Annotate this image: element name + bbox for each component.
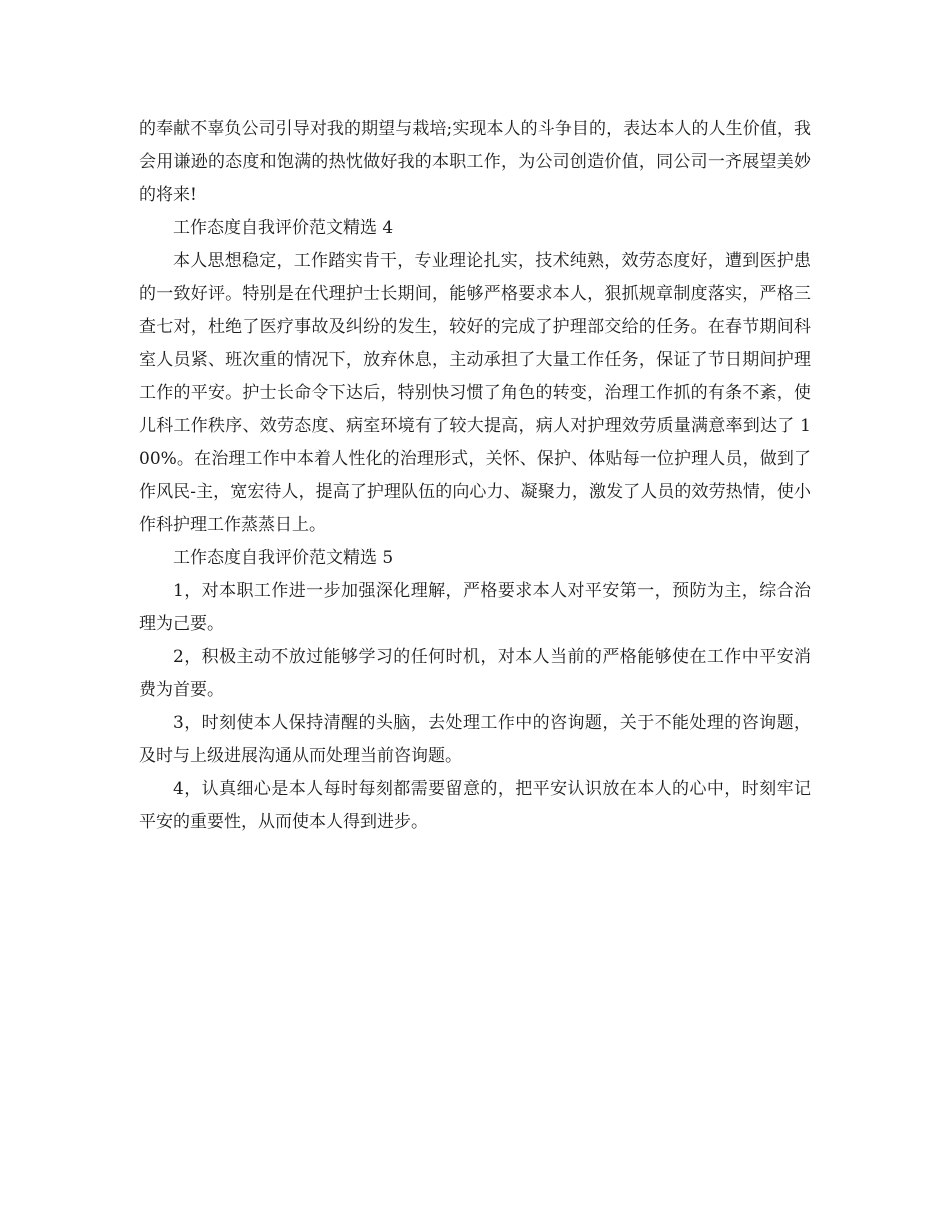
list-item-3: 3，时刻使本人保持清醒的头脑，去处理工作中的咨询题，关于不能处理的咨询题，及时与上级进展沟通从而处理当前咨询题。 <box>139 713 811 766</box>
paragraph-section-4-body: 本人思想稳定，工作踏实肯干，专业理论扎实，技术纯熟，效劳态度好，遭到医护患的一致好评。特别是在代理护士长期间，能够严格要求本人，狠抓规章制度落实，严格三查七对，杜绝了医疗事故及纠纷的发生，较好的完成了护理部交给的任务。在春节期间科室人员紧、班次重的情况下，放弃休息，主动承担了大量工作任务，保证了节日期间护理工作的平安。护士长命令下达后，特别快习惯了角色的转变，治理工作抓的有条不紊，使儿科工作秩序、效劳态度、病室环境有了较大提高，病人对护理效劳质量满意率到达了 100%。在治理工作中本着人性化的治理形式，关怀、保护、体贴每一位护理人员，做到了作风民-主，宽宏待人，提高了护理队伍的向心力、凝聚力，激发了人员的效劳热情，使小作科护理工作蒸蒸日上。 <box>139 251 811 535</box>
document-page <box>139 113 811 839</box>
list-item-2: 2，积极主动不放过能够学习的任何时机，对本人当前的严格能够使在工作中平安消费为首要。 <box>139 647 811 700</box>
list-item-4: 4，认真细心是本人每时每刻都需要留意的，把平安认识放在本人的心中，时刻牢记平安的重要性，从而使本人得到进步。 <box>139 779 811 832</box>
section-heading-5: 工作态度自我评价范文精选 5 <box>173 548 394 568</box>
paragraph-continuation: 的奉献不辜负公司引导对我的期望与栽培;实现本人的斗争目的，表达本人的人生价值，我会用谦逊的态度和饱满的热忱做好我的本职工作，为公司创造价值，同公司一齐展望美妙的将来! <box>139 119 811 205</box>
list-item-1: 1，对本职工作进一步加强深化理解，严格要求本人对平安第一，预防为主，综合治理为己要。 <box>139 581 811 634</box>
section-heading-4: 工作态度自我评价范文精选 4 <box>173 218 394 238</box>
